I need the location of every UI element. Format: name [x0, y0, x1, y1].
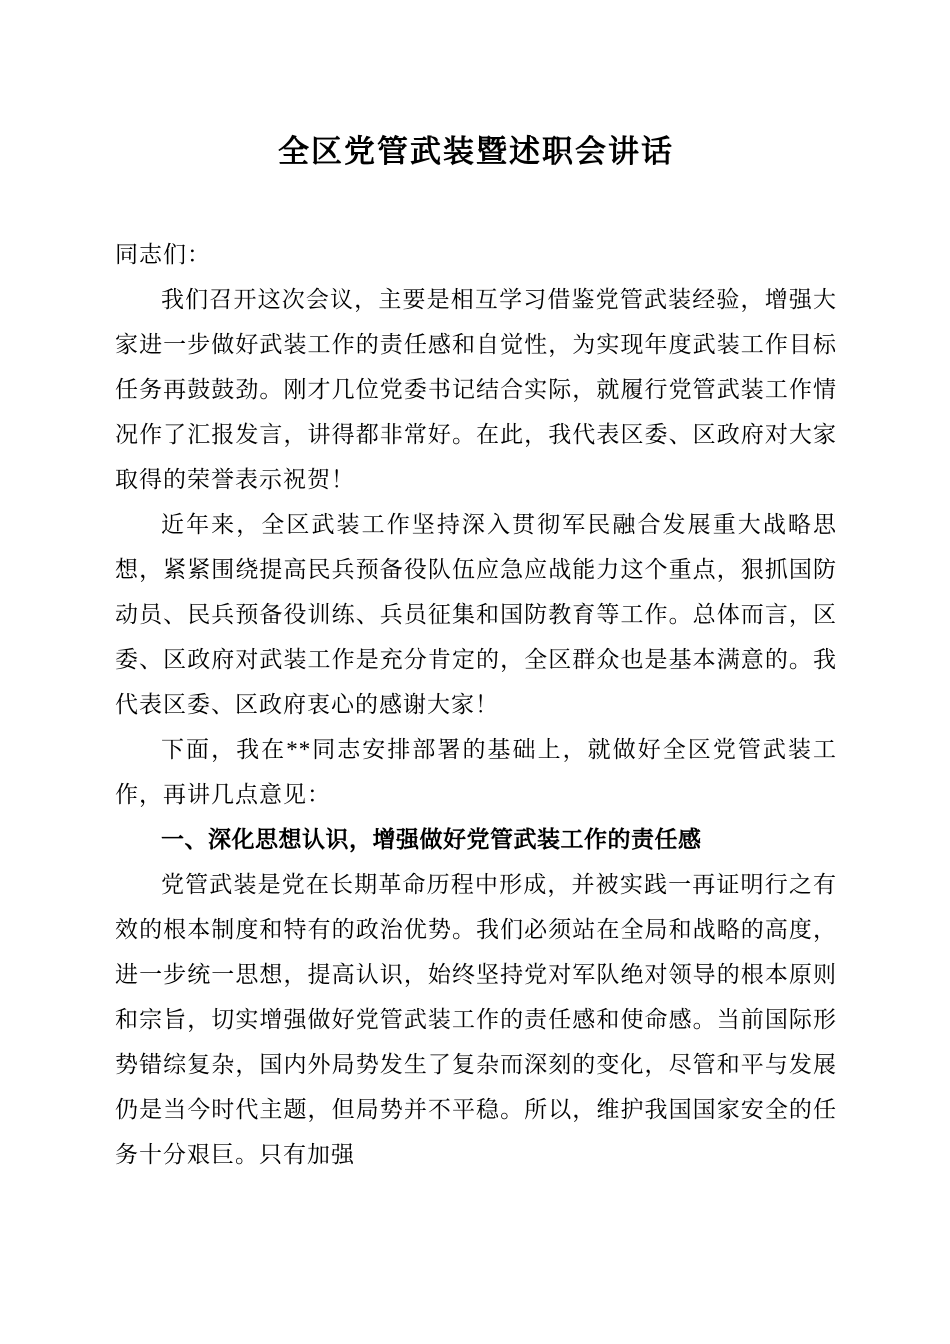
paragraph-body-1: 我们召开这次会议，主要是相互学习借鉴党管武装经验，增强大家进一步做好武装工作的责任感和自觉性，为实现年度武装工作目标任务再鼓鼓劲。刚才几位党委书记结合实际，就履行党管武装工作情况作了汇报发言，讲得都非常好。在此，我代表区委、区政府对大家取得的荣誉表示祝贺！	[115, 287, 837, 492]
document-title: 全区党管武装暨述职会讲话	[278, 134, 674, 169]
paragraph-body-2: 近年来，全区武装工作坚持深入贯彻军民融合发展重大战略思想，紧紧围绕提高民兵预备役队伍应急应战能力这个重点，狠抓国防动员、民兵预备役训练、兵员征集和国防教育等工作。总体而言，区委、区政府对武装工作是充分肯定的，全区群众也是基本满意的。我代表区委、区政府衷心的感谢大家！	[115, 512, 837, 717]
section-heading-1: 一、深化思想认识，增强做好党管武装工作的责任感	[161, 826, 702, 852]
paragraph-salutation: 同志们：	[115, 242, 211, 267]
paragraph-body-3: 下面，我在**同志安排部署的基础上，就做好全区党管武装工作，再讲几点意见：	[115, 737, 837, 807]
paragraph-body-4: 党管武装是党在长期革命历程中形成，并被实践一再证明行之有效的根本制度和特有的政治优势。我们必须站在全局和战略的高度，进一步统一思想，提高认识，始终坚持党对军队绝对领导的根本原则和宗旨，切实增强做好党管武装工作的责任感和使命感。当前国际形势错综复杂，国内外局势发生了复杂而深刻的变化，尽管和平与发展仍是当今时代主题，但局势并不平稳。所以，维护我国国家安全的任务十分艰巨。只有加强	[115, 872, 837, 1167]
